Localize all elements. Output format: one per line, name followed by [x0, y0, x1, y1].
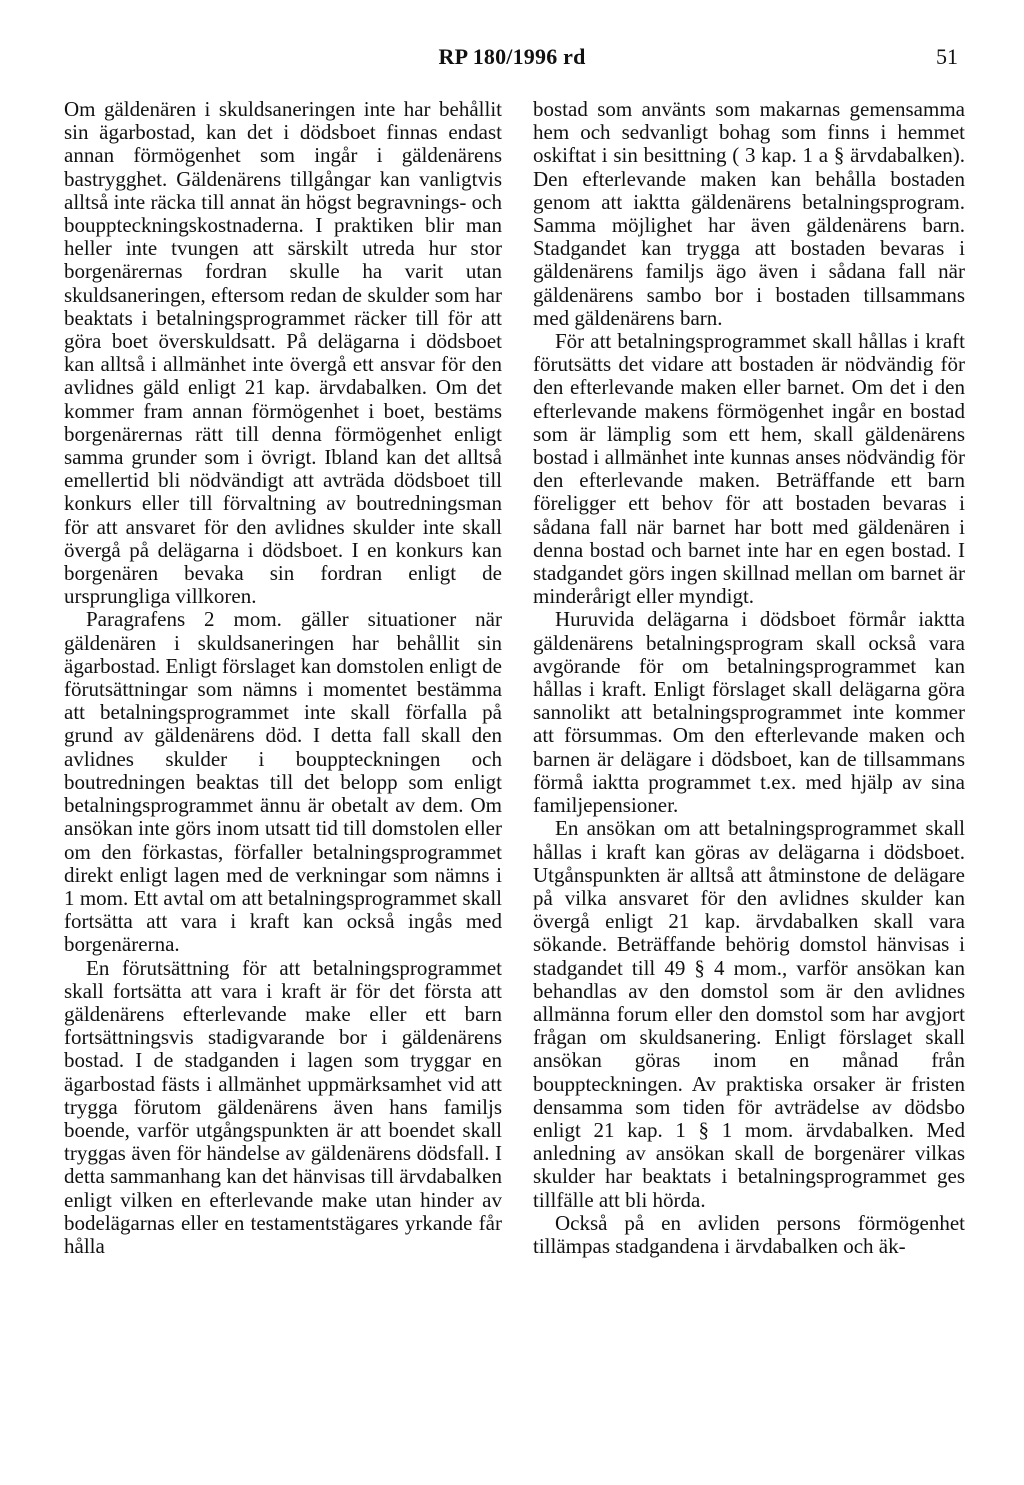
left-column	[64, 98, 502, 1258]
paragraph: Om gäldenären i skuldsaneringen inte har behållit sin ägarbostad, kan det i dödsboet finnas endast annan förmögenhet som ingår i gäldenärens bastrygghet. Gäldenärens tillgångar kan vanligtvis alltså inte räcka till annat än högst begravnings- och bouppteckningskostnaderna. I praktiken blir man heller inte tvungen att särskilt utreda hur stor borgenärernas fordran skulle ha varit utan skuldsaneringen, eftersom redan de skulder som har beaktats i betalningsprogrammet räcker till för att göra boet överskuldsatt. På delägarna i dödsboet kan alltså i allmänhet inte övergå ett ansvar för den avlidnes gäld enligt 21 kap. ärvdabalken. Om det kommer fram annan förmögenhet i boet, bestäms borgenärernas rätt till denna förmögenhet enligt samma grunder som i övrigt. Ibland kan det alltså emellertid bli nödvändigt att avträda dödsboet till konkurs eller till förvaltning av boutredningsman för att ansvaret för den avlidnes skulder inte skall övergå på delägarna i dödsboet. I en konkurs kan borgenären bevaka sin fordran enligt de ursprungliga villkoren.	[64, 97, 502, 609]
paragraph: Paragrafens 2 mom. gäller situationer när gäldenären i skuldsaneringen har behållit sin ägarbostad. Enligt förslaget kan domstolen enligt de förutsättningar som nämns i momentet bestämma att betalningsprogrammet inte skall förfalla på grund av gäldenärens död. I detta fall skall den avlidnes skulder i bouppteckningen och boutredningen beaktas till det belopp som enligt betalningsprogrammet ännu är obetalt av dem. Om ansökan inte görs inom utsatt tid till domstolen eller om den förkastas, förfaller betalningsprogrammet direkt enligt lagen med de verkningar som nämns i 1 mom. Ett avtal om att betalningsprogrammet skall fortsätta att vara i kraft kan också ingås med borgenärerna.	[64, 607, 502, 957]
right-column	[533, 98, 965, 1258]
paragraph: Också på en avliden persons förmögenhet tillämpas stadgandena i ärvdabalken och äk-	[533, 1210, 965, 1258]
paragraph: bostad som använts som makarnas gemensamma hem och sedvanligt bohag som finns i hemmet oskiftat i sin besittning ( 3 kap. 1 a § ärvdabalken). Den efterlevande maken kan behålla bostaden genom att iaktta gäldenärens betalningsprogram. Samma möjlighet har även gäldenärens barn. Stadgandet kan trygga att bostaden bevaras i gäldenärens familjs ägo även i sådana fall när gäldenärens sambo bor i bostaden tillsammans med gäldenärens barn.	[533, 97, 965, 330]
paragraph: En förutsättning för att betalningsprogrammet skall fortsätta att vara i kraft är för det första att gäldenärens efterlevande make eller ett barn fortsättningsvis stadigvarande bor i gäldenärens bostad. I de stadganden i lagen som tryggar en ägarbostad fästs i allmänhet uppmärksamhet vid att trygga förutom gäldenärens även hans familjs boende, varför utgångspunkten är att boendet skall tryggas även för händelse av gäldenärens dödsfall. I detta sammanhang kan det hänvisas till ärvdabalken enligt vilken en efterlevande make utan hinder av bodelägarnas eller en testamentstägares yrkande får hålla	[64, 955, 502, 1258]
page-number: 51	[936, 44, 958, 69]
paragraph: En ansökan om att betalningsprogrammet skall hållas i kraft kan göras av delägarna i dödsboet. Utgånspunkten är alltså att åtminstone de delägare på vilka ansvaret för den avlidnes skulder kan övergå enligt 21 kap. ärvdabalken skall vara sökande. Beträffande behörig domstol hänvisas i stadgandet till 49 § 4 mom., varför ansökan kan behandlas av den domstol som är den avlidnes allmänna forum eller den domstol som har avgjort frågan om skuldsanering. Enligt förslaget skall ansökan göras inom en månad från bouppteckningen. Av praktiska orsaker är fristen densamma som tiden för avträdelse av dödsbo enligt 21 kap. 1 § 1 mom. ärvdabalken. Med anledning av ansökan skall de borgenärer vilkas skulder har beaktats i betalningsprogrammet ges tillfälle att bli hörda.	[533, 816, 965, 1212]
document-reference: RP 180/1996 rd	[438, 44, 586, 69]
paragraph: För att betalningsprogrammet skall hållas i kraft förutsätts det vidare att bostaden är nödvändig för den efterlevande maken eller barnet. Om det i den efterlevande makens förmögenhet ingår en bostad som är lämplig som ett hem, skall gäldenärens bostad i allmänhet inte kunnas anses nödvändig för den efterlevande maken. Beträffande ett barn föreligger ett behov för att bostaden bevaras i sådana fall när barnet har bott med gäldenären i denna bostad och barnet inte har en egen bostad. I stadgandet görs ingen skillnad mellan om barnet är minderårigt eller myndigt.	[533, 329, 965, 609]
paragraph: Huruvida delägarna i dödsboet förmår iaktta gäldenärens betalningsprogram skall också vara avgörande för om betalningsprogrammet kan hållas i kraft. Enligt förslaget skall delägarna göra sannolikt att betalningsprogrammet inte kommer att försummas. Om den efterlevande maken och barnen är delägare i dödsboet, kan de tillsammans förmå iaktta programmet t.ex. med hjälp av sina familjepensioner.	[533, 607, 965, 818]
page-header	[66, 44, 958, 84]
